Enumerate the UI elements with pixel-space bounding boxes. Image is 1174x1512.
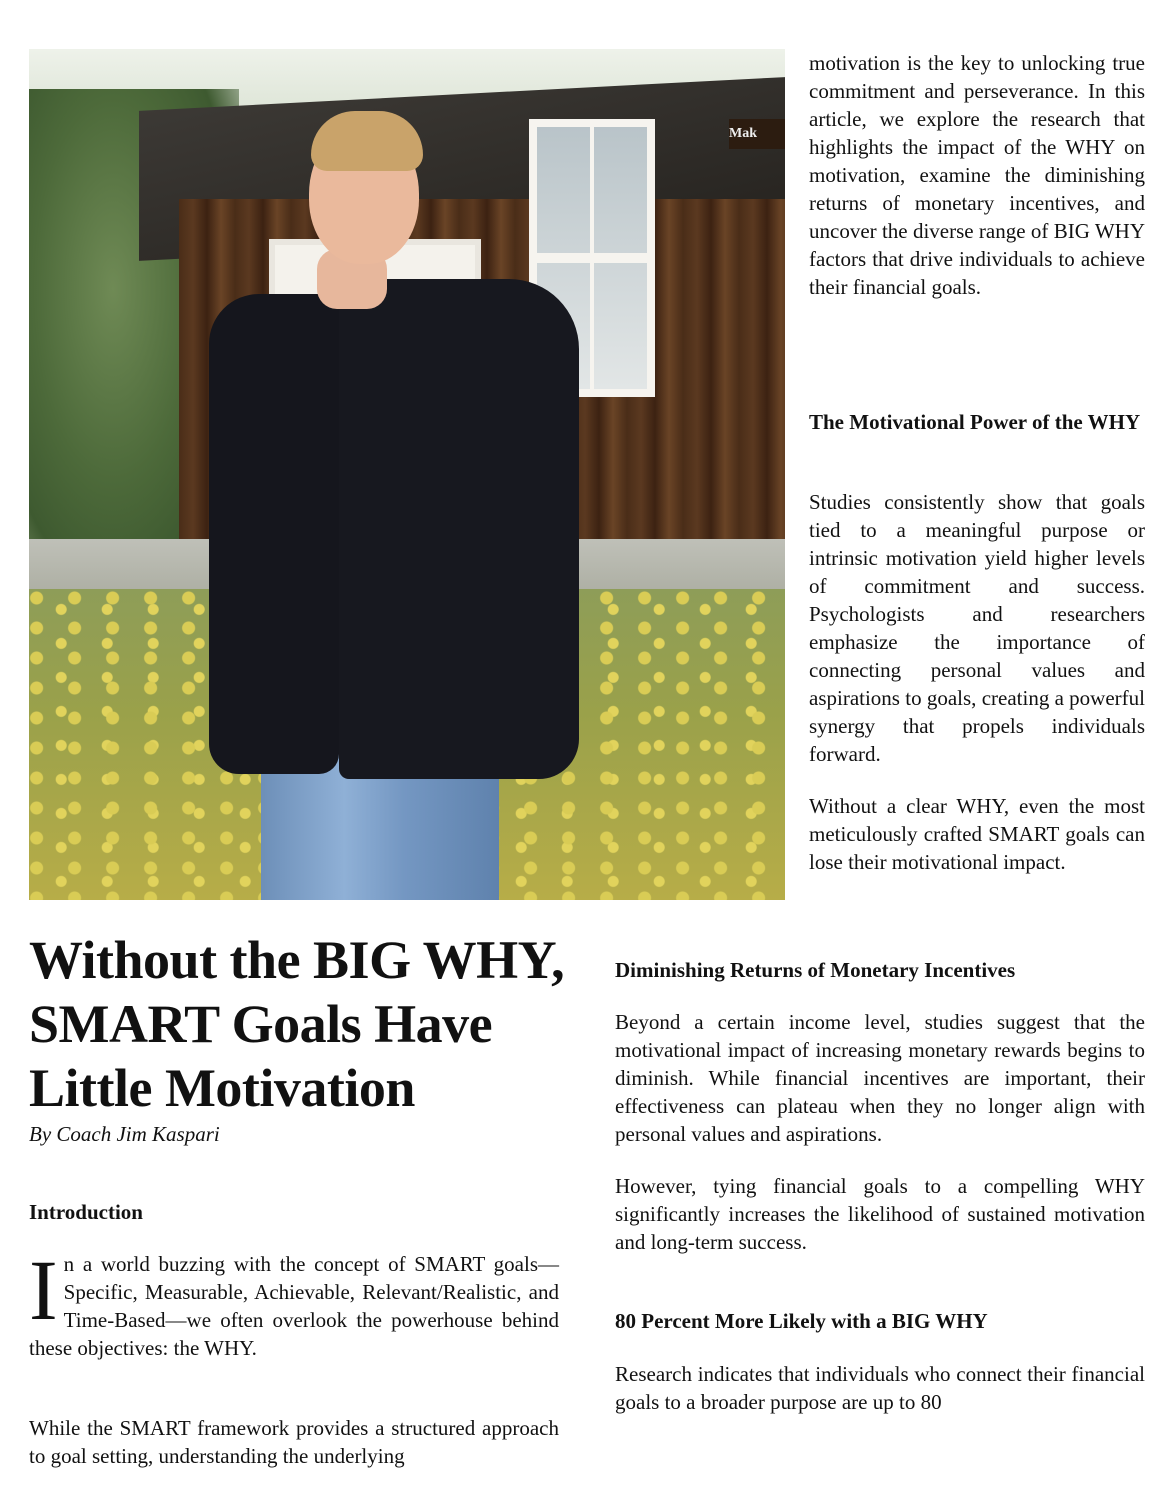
motivational-paragraph-1: Studies consistently show that goals tied to a meaningful purpose or intrinsic motivation yield higher levels of commitment and success. Psychologists and researchers emphasize the importance of connecting personal values and aspirations to goals, creating a powerful synergy that propels individuals forward. xyxy=(809,490,1145,766)
diminishing-heading: Diminishing Returns of Monetary Incentives xyxy=(615,958,1016,982)
intro-paragraph-2: While the SMART framework provides a structured approach to goal setting, understanding the underlying xyxy=(29,1416,559,1468)
continued-paragraph: motivation is the key to unlocking true commitment and perseverance. In this article, we explore the research that highlights the impact of the WHY on motivation, examine the diminishing returns of monetary incentives, and uncover the diverse range of BIG WHY factors that drive individuals to achieve their financial goals. xyxy=(809,51,1145,299)
eighty-percent-heading: 80 Percent More Likely with a BIG WHY xyxy=(615,1309,988,1333)
article-title: Without the BIG WHY, SMART Goals Have Little Motivation xyxy=(29,930,565,1118)
diminishing-paragraph-2: However, tying financial goals to a compelling WHY significantly increases the likelihood of sustained motivation and long-term success. xyxy=(615,1174,1145,1254)
eighty-percent-paragraph: Research indicates that individuals who connect their financial goals to a broader purpose are up to 80 xyxy=(615,1362,1145,1414)
photo-cabin-sign: Mak xyxy=(729,119,785,149)
article-photo xyxy=(29,49,785,900)
intro-paragraph-1-text: n a world buzzing with the concept of SMART goals—Specific, Measurable, Achievable, Relevant/Realistic, and Time-Based—we often overlook the powerhouse behind these objectives: the WHY. xyxy=(29,1252,559,1360)
motivational-paragraph-2: Without a clear WHY, even the most meticulously crafted SMART goals can lose their motivational impact. xyxy=(809,794,1145,874)
drop-cap: I xyxy=(29,1242,58,1338)
photo-hair xyxy=(311,111,423,171)
intro-heading: Introduction xyxy=(29,1200,143,1224)
motivational-heading: The Motivational Power of the WHY xyxy=(809,410,1141,434)
intro-paragraph-1 xyxy=(29,1242,559,1362)
photo-jacket-right xyxy=(339,279,579,779)
diminishing-paragraph-1: Beyond a certain income level, studies suggest that the motivational impact of increasing monetary rewards begins to diminish. While financial incentives are important, their effectiveness can plateau when they no longer align with personal values and aspirations. xyxy=(615,1010,1145,1146)
article-byline: By Coach Jim Kaspari xyxy=(29,1122,220,1146)
photo-jacket-left xyxy=(209,294,339,774)
